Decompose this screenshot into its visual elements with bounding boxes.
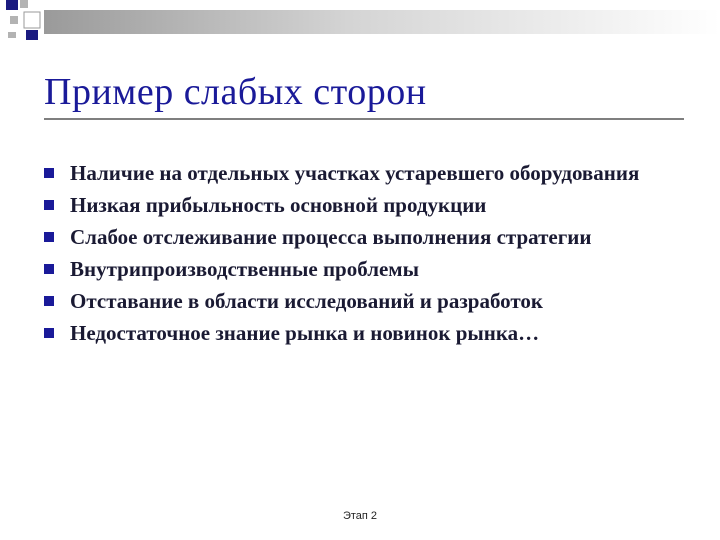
deco-square-grey-bottom (8, 32, 16, 38)
bullet-item (44, 256, 684, 282)
slide-footer: Этап 2 (342, 510, 378, 522)
bullet-text: Недостаточное знание рынка и новинок рынка… (70, 321, 540, 345)
square-bullet-icon (44, 200, 54, 210)
deco-square-grey-top (20, 0, 28, 8)
header-decoration (0, 0, 720, 48)
bullet-text: Отставание в области исследований и разработок (70, 289, 544, 313)
square-bullet-icon (44, 168, 54, 178)
square-bullet-icon (44, 296, 54, 306)
bullet-list (44, 160, 684, 352)
deco-square-grey-left (10, 16, 18, 24)
bullet-text: Низкая прибыльность основной продукции (70, 193, 487, 217)
square-bullet-icon (44, 232, 54, 242)
bullet-text: Наличие на отдельных участках устаревшего оборудования (70, 161, 640, 185)
bullet-item (44, 192, 684, 218)
title-underline (44, 118, 684, 120)
deco-square-navy-bottom (26, 30, 38, 40)
header-gradient-bar (44, 10, 720, 34)
deco-square-navy-top (6, 0, 18, 10)
slide-title: Пример слабых сторон (44, 71, 427, 113)
title-area (44, 70, 684, 120)
bullet-item (44, 224, 684, 250)
bullet-item (44, 160, 684, 186)
deco-square-white (24, 12, 40, 28)
bullet-item (44, 288, 684, 314)
bullet-item (44, 320, 684, 346)
square-bullet-icon (44, 264, 54, 274)
bullet-text: Внутрипроизводственные проблемы (70, 257, 420, 281)
bullet-text: Слабое отслеживание процесса выполнения стратегии (70, 225, 592, 249)
square-bullet-icon (44, 328, 54, 338)
